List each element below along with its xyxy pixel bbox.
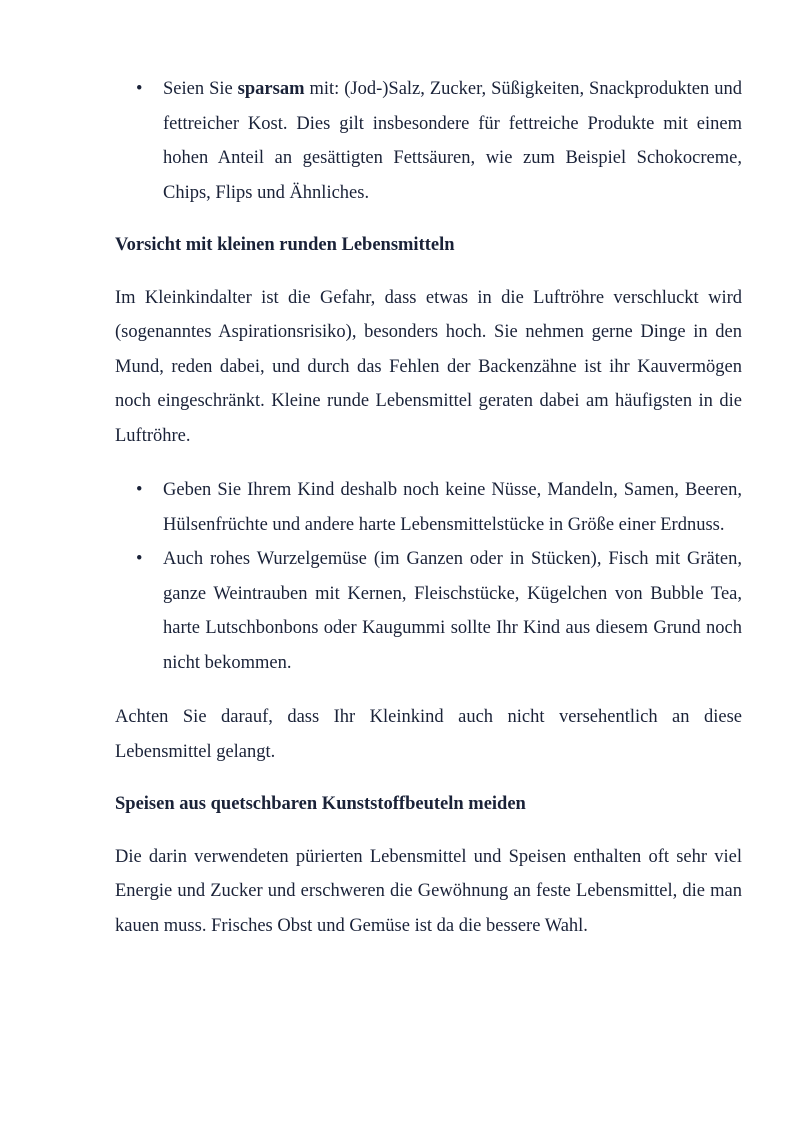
list-item-text: Auch rohes Wurzelgemüse (im Ganzen oder in Stücken), Fisch mit Gräten, ganze Weintrauben mit Kernen, Fleischstücke, Kügelchen von Bubble Tea, harte Lutschbonbons oder Kaugummi sollte Ihr Kind aus diesem Grund noch nicht bekommen. bbox=[163, 549, 742, 673]
bullet-glyph: • bbox=[136, 480, 143, 500]
list-item-text-bold: sparsam bbox=[237, 79, 305, 99]
closing-paragraph: Achten Sie darauf, dass Ihr Kleinkind auch nicht versehentlich an diese Lebensmittel gelangt. bbox=[115, 707, 742, 762]
list-item bbox=[115, 542, 742, 680]
bullet-glyph: • bbox=[136, 549, 143, 569]
bullet-list-top bbox=[115, 72, 742, 210]
document-page bbox=[115, 72, 742, 943]
bullet-list bbox=[115, 473, 742, 680]
list-item bbox=[115, 473, 742, 542]
list-item-text-pre: Seien Sie bbox=[163, 79, 238, 99]
section-heading: Vorsicht mit kleinen runden Lebensmitteln bbox=[115, 235, 455, 255]
list-item bbox=[115, 72, 742, 210]
paragraph: Im Kleinkindalter ist die Gefahr, dass etwas in die Luftröhre verschluckt wird (sogenanntes Aspirationsrisiko), besonders hoch. Sie nehmen gerne Dinge in den Mund, reden dabei, und durch das Fehlen der Backenzähne ist ihr Kauvermögen noch eingeschränkt. Kleine runde Lebensmittel geraten dabei am häufigsten in die Luftröhre. bbox=[115, 287, 742, 446]
section-heading: Speisen aus quetschbaren Kunststoffbeuteln meiden bbox=[115, 794, 526, 814]
paragraph: Die darin verwendeten pürierten Lebensmittel und Speisen enthalten oft sehr viel Energie und Zucker und erschweren die Gewöhnung an feste Lebensmittel, die man kauen muss. Frisches Obst und Gemüse ist da die bessere Wahl. bbox=[115, 846, 742, 936]
bullet-glyph: • bbox=[136, 79, 143, 99]
list-item-text: Geben Sie Ihrem Kind deshalb noch keine Nüsse, Mandeln, Samen, Beeren, Hülsenfrüchte und andere harte Lebensmittelstücke in Größe einer Erdnuss. bbox=[163, 480, 742, 535]
list-item-text-post: mit: (Jod-)Salz, Zucker, Süßigkeiten, Snackprodukten und fettreicher Kost. Dies gilt insbesondere für fettreiche Produkte mit einem hohen Anteil an gesättigten Fettsäuren, wie zum Beispiel Schokocreme, Chips, Flips und Ähnliches. bbox=[163, 79, 742, 203]
